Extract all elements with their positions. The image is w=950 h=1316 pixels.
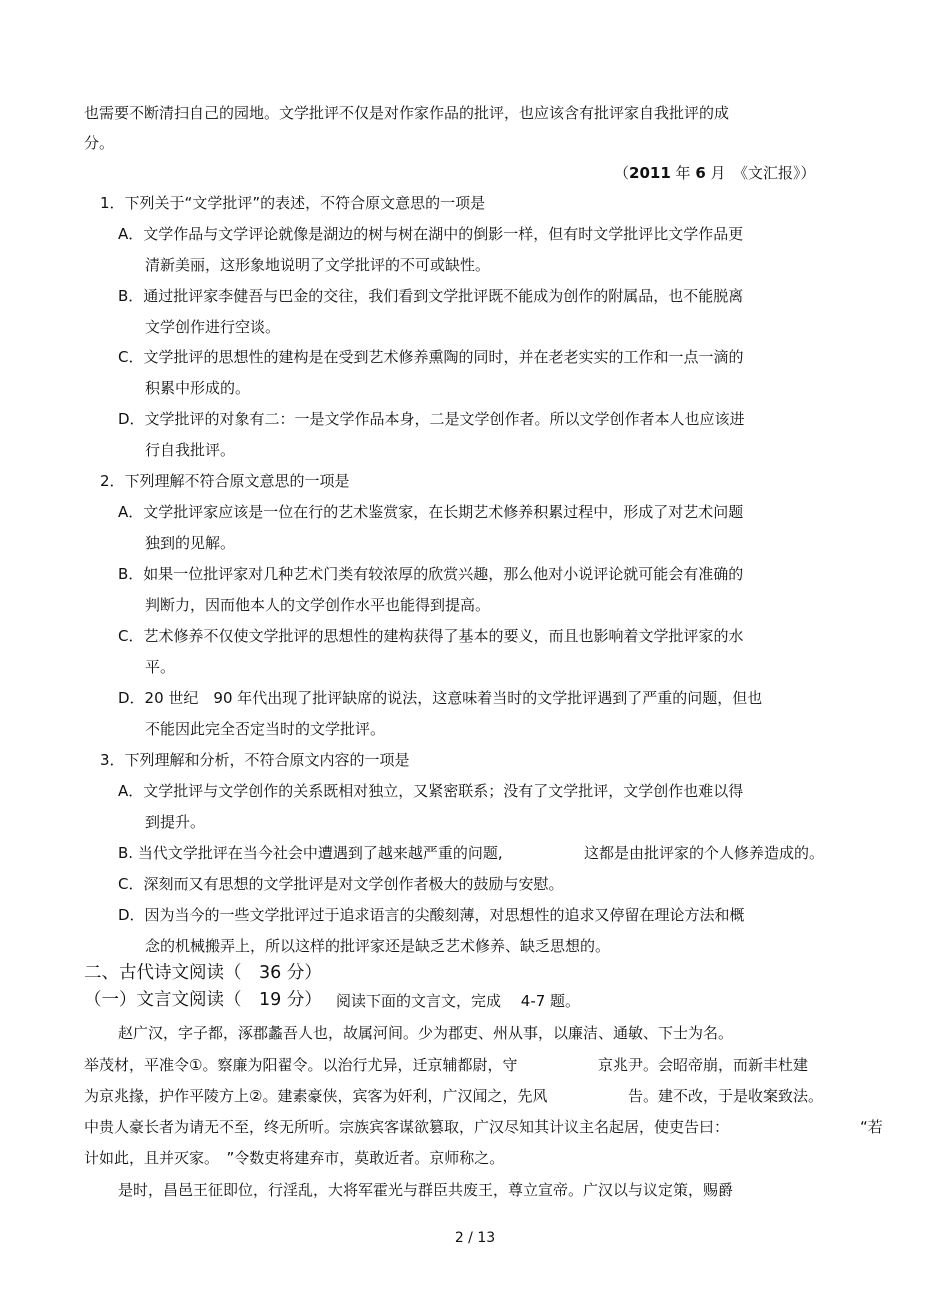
intro-line-2: 分。 (84, 134, 115, 152)
q2-option-c-line-2: 平。 (145, 658, 176, 676)
q3-option-a-line-1: A．文学批评与文学创作的关系既相对独立，又紧密联系；没有了文学批评，文学创作也难以得 (118, 782, 744, 800)
passage-p1-line-2b: 京兆尹。会昭帝崩，而新丰杜建 (598, 1056, 809, 1074)
source-year: 2011 (629, 164, 671, 182)
q3-option-a-line-2: 到提升。 (145, 813, 206, 831)
q2-option-d-line-1: D．20 世纪 90 年代出现了批评缺席的说法，这意味着当时的文学批评遇到了严重的问题，但也 (118, 689, 763, 707)
q2-option-d-line-2: 不能因此完全否定当时的文学批评。 (145, 720, 386, 738)
passage-p1-line-4b: “若 (860, 1118, 883, 1136)
q1-option-b-line-2: 文学创作进行空谈。 (145, 318, 281, 336)
q3-option-d-line-1: D．因为当今的一些文学批评过于追求语言的尖酸刻薄，对思想性的追求又停留在理论方法和概 (118, 906, 745, 924)
question-1-stem: 1．下列关于“文学批评”的表述，不符合原文意思的一项是 (100, 194, 486, 212)
passage-p2-line-1: 是时，昌邑王征即位，行淫乱，大将军霍光与群臣共废王，尊立宣帝。广汉以与议定策，赐爵 (118, 1181, 734, 1199)
q3-option-d-line-2: 念的机械搬弄上，所以这样的批评家还是缺乏艺术修养、缺乏思想的。 (145, 937, 611, 955)
q2-option-b-line-1: B．如果一位批评家对几种艺术门类有较浓厚的欣赏兴趣，那么他对小说评论就可能会有准确的 (118, 565, 744, 583)
q2-option-a-line-2: 独到的见解。 (145, 534, 236, 552)
source-year-unit: 年 (670, 164, 696, 182)
q1-option-a-line-1: A．文学作品与文学评论就像是湖边的树与树在湖中的倒影一样，但有时文学批评比文学作品更 (118, 225, 744, 243)
q1-option-c-line-2: 积累中形成的。 (145, 379, 251, 397)
q1-option-b-line-1: B．通过批评家李健吾与巴金的交往，我们看到文学批评既不能成为创作的附属品，也不能脱离 (118, 287, 744, 305)
q1-option-a-line-2: 清新美丽，这形象地说明了文学批评的不可或缺性。 (145, 256, 491, 274)
subsection-1-instruction: 阅读下面的文言文，完成 4-7 题。 (336, 992, 581, 1010)
subsection-1-title: （一）文言文阅读（ 19 分） (84, 990, 322, 1010)
passage-p1-line-1: 赵广汉，字子都，涿郡蠡吾人也，故属河间。少为郡吏、州从事，以廉洁、通敏、下士为名。 (118, 1024, 734, 1042)
q1-option-c-line-1: C．文学批评的思想性的建构是在受到艺术修养熏陶的同时，并在老老实实的工作和一点一滴的 (118, 348, 744, 366)
passage-p1-line-4a: 中贵人豪长者为请无不至，终无所听。宗族宾客谋欲篡取，广汉尽知其计议主名起居，使吏告曰： (84, 1118, 730, 1136)
source-open: （ (614, 164, 630, 182)
question-2-stem: 2．下列理解不符合原文意思的一项是 (100, 472, 350, 490)
q3-option-b-line-1a: B. 当代文学批评在当今社会中遭遇到了越来越严重的问题, (118, 844, 503, 862)
intro-line-1: 也需要不断清扫自己的园地。文学批评不仅是对作家作品的批评，也应该含有批评家自我批评的成 (84, 104, 730, 122)
passage-p1-line-3a: 为京兆掾，护作平陵方上②。建素豪侠，宾客为奸利，广汉闻之，先风 (84, 1087, 548, 1105)
source-month-unit: 月 《文汇报》） (705, 164, 816, 182)
question-3-stem: 3．下列理解和分析，不符合原文内容的一项是 (100, 751, 410, 769)
page-number: 2 / 13 (454, 1230, 496, 1246)
passage-p1-line-3b: 告。建不改，于是收案致法。 (628, 1087, 824, 1105)
q3-option-b-line-1b: 这都是由批评家的个人修养造成的。 (584, 844, 825, 862)
q1-option-d-line-2: 行自我批评。 (145, 441, 236, 459)
source-month: 6 (695, 164, 706, 182)
source-citation (614, 163, 816, 183)
section-2-title: 二、古代诗文阅读（ 36 分） (84, 963, 322, 983)
q2-option-c-line-1: C．艺术修养不仅使文学批评的思想性的建构获得了基本的要义，而且也影响着文学批评家的水 (118, 627, 744, 645)
q2-option-b-line-2: 判断力，因而他本人的文学创作水平也能得到提高。 (145, 596, 491, 614)
q2-option-a-line-1: A．文学批评家应该是一位在行的艺术鉴赏家，在长期艺术修养积累过程中，形成了对艺术问题 (118, 503, 744, 521)
passage-p1-line-2a: 举茂材，平准令①。察廉为阳翟令。以治行尤异，迁京辅都尉，守 (84, 1056, 518, 1074)
q3-option-c-line-1: C．深刻而又有思想的文学批评是对文学创作者极大的鼓励与安慰。 (118, 875, 564, 893)
q1-option-d-line-1: D．文学批评的对象有二：一是文学作品本身，二是文学创作者。所以文学创作者本人也应该进 (118, 410, 745, 428)
passage-p1-line-5: 计如此，且并灭家。 ”令数吏将建弃市，莫敢近者。京师称之。 (84, 1149, 505, 1167)
